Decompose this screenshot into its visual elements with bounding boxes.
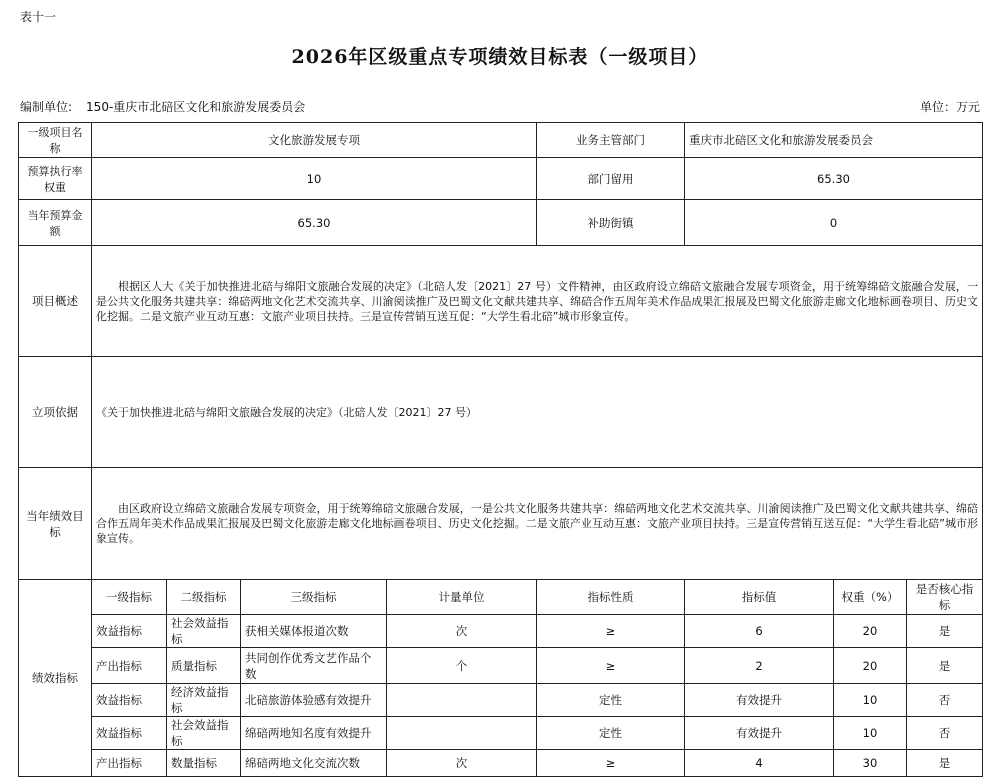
exec-rate-value: 10 [92, 158, 537, 200]
project-name-value: 文化旅游发展专项 [92, 123, 537, 158]
indicator-header: 三级指标 [241, 580, 387, 615]
budget-value: 65.30 [92, 200, 537, 246]
indicators-label: 绩效指标 [19, 580, 92, 777]
indicator-level3: 共同创作优秀文艺作品个数 [241, 648, 387, 684]
compiling-unit [20, 98, 319, 115]
performance-table [18, 122, 983, 777]
budget-label: 当年预算金额 [19, 200, 92, 246]
compiling-unit-label: 编制单位: [20, 100, 73, 114]
indicator-header: 是否核心指标 [907, 580, 983, 615]
indicator-row [19, 717, 983, 750]
indicator-unit: 个 [387, 648, 537, 684]
currency-unit: 单位：万元 [919, 100, 980, 114]
indicator-row [19, 684, 983, 717]
indicator-nature: ≥ [537, 648, 685, 684]
indicator-core: 是 [907, 648, 983, 684]
indicator-value: 有效提升 [685, 684, 834, 717]
indicator-header: 计量单位 [387, 580, 537, 615]
basis-label: 立项依据 [19, 357, 92, 468]
indicator-weight: 20 [834, 615, 907, 648]
indicator-core: 是 [907, 615, 983, 648]
indicator-row [19, 648, 983, 684]
indicator-level1: 效益指标 [92, 684, 167, 717]
indicator-header: 二级指标 [167, 580, 241, 615]
indicator-level1: 产出指标 [92, 648, 167, 684]
dept-retained-value: 65.30 [685, 158, 983, 200]
indicator-level2: 质量指标 [167, 648, 241, 684]
indicator-nature: 定性 [537, 717, 685, 750]
indicator-weight: 10 [834, 684, 907, 717]
goal-label: 当年绩效目标 [19, 468, 92, 580]
indicator-value: 有效提升 [685, 717, 834, 750]
indicator-header: 权重（%） [834, 580, 907, 615]
indicator-level3: 获相关媒体报道次数 [241, 615, 387, 648]
indicator-level2: 社会效益指标 [167, 717, 241, 750]
indicator-unit: 次 [387, 615, 537, 648]
overview-text: 根据区人大《关于加快推进北碚与绵阳文旅融合发展的决定》（北碚人发〔2021〕27 号）文件精神，由区政府设立绵碚文旅融合发展专项资金，用于统筹绵碚文旅融合发展，一是公共文化服务共建共享：绵碚两地文化艺术交流共享、川渝阅读推广及巴蜀文化文献共建共享、绵碚合作五周年美术作品成果汇报展及巴蜀文化旅游走廊文化地标画卷项目、历史文化挖掘。二是文旅产业互动互惠：文旅产业项目扶持。三是宣传营销互送互促：“大学生看北碚”城市形象宣传。 [92, 246, 983, 357]
indicator-core: 否 [907, 684, 983, 717]
dept-retained-label: 部门留用 [537, 158, 685, 200]
page-title: 2026年区级重点专项绩效目标表（一级项目） [291, 46, 709, 68]
indicator-level1: 产出指标 [92, 750, 167, 777]
indicator-level3: 绵碚两地知名度有效提升 [241, 717, 387, 750]
indicator-unit [387, 684, 537, 717]
dept-label: 业务主管部门 [537, 123, 685, 158]
indicator-level2: 经济效益指标 [167, 684, 241, 717]
overview-label: 项目概述 [19, 246, 92, 357]
exec-rate-label: 预算执行率权重 [19, 158, 92, 200]
indicator-level3: 绵碚两地文化交流次数 [241, 750, 387, 777]
table-tag: 表十一 [20, 10, 57, 24]
goal-text: 由区政府设立绵碚文旅融合发展专项资金，用于统筹绵碚文旅融合发展，一是公共文化服务共建共享：绵碚两地文化艺术交流共享、川渝阅读推广及巴蜀文化文献共建共享、绵碚合作五周年美术作品成果汇报展及巴蜀文化旅游走廊文化地标画卷项目、历史文化挖掘。二是文旅产业互动互惠：文旅产业项目扶持。三是宣传营销互送互促：“大学生看北碚”城市形象宣传。 [92, 468, 983, 580]
indicator-level2: 社会效益指标 [167, 615, 241, 648]
project-name-label: 一级项目名称 [19, 123, 92, 158]
indicator-weight: 30 [834, 750, 907, 777]
indicator-header: 一级指标 [92, 580, 167, 615]
indicator-header: 指标性质 [537, 580, 685, 615]
indicator-row [19, 750, 983, 777]
indicator-value: 6 [685, 615, 834, 648]
indicator-level2: 数量指标 [167, 750, 241, 777]
indicator-nature: 定性 [537, 684, 685, 717]
indicator-weight: 20 [834, 648, 907, 684]
indicator-core: 否 [907, 717, 983, 750]
indicator-level1: 效益指标 [92, 615, 167, 648]
indicator-unit [387, 717, 537, 750]
compiling-unit-value: 150-重庆市北碚区文化和旅游发展委员会 [86, 100, 306, 114]
indicator-level3: 北碚旅游体验感有效提升 [241, 684, 387, 717]
indicator-nature: ≥ [537, 615, 685, 648]
subsidy-label: 补助街镇 [537, 200, 685, 246]
basis-text: 《关于加快推进北碚与绵阳文旅融合发展的决定》（北碚人发〔2021〕27 号） [92, 357, 983, 468]
indicator-value: 2 [685, 648, 834, 684]
subsidy-value: 0 [685, 200, 983, 246]
indicator-nature: ≥ [537, 750, 685, 777]
indicator-level1: 效益指标 [92, 717, 167, 750]
indicator-weight: 10 [834, 717, 907, 750]
indicator-row [19, 615, 983, 648]
indicator-header: 指标值 [685, 580, 834, 615]
indicator-core: 是 [907, 750, 983, 777]
dept-value: 重庆市北碚区文化和旅游发展委员会 [685, 123, 983, 158]
indicator-value: 4 [685, 750, 834, 777]
indicator-unit: 次 [387, 750, 537, 777]
